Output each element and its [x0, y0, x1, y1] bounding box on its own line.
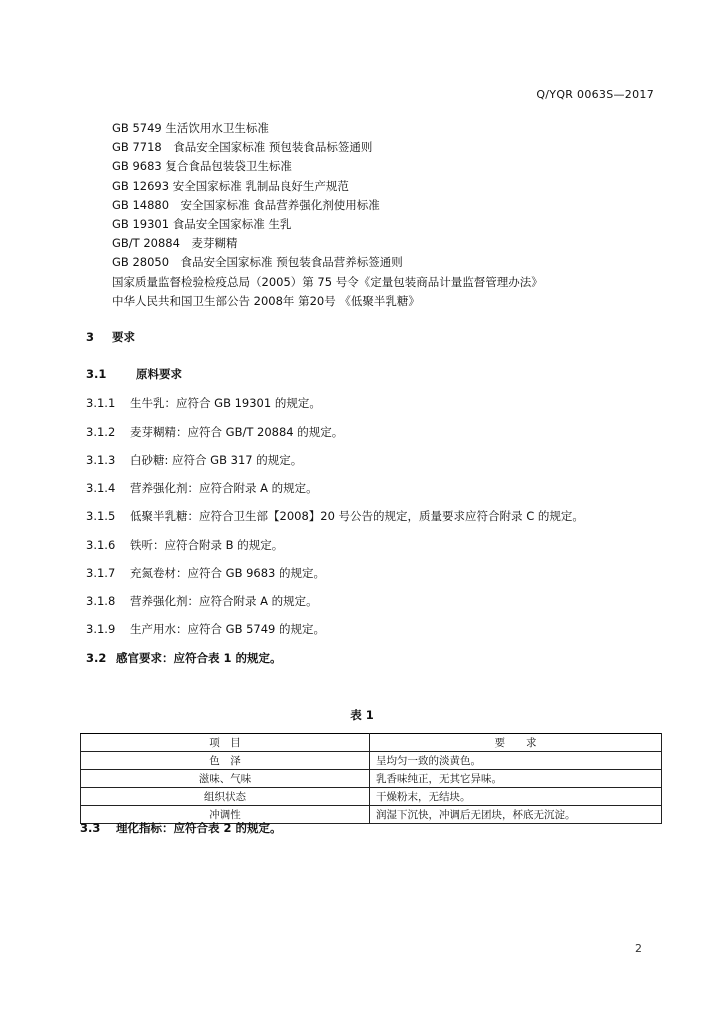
page-number: 2 — [635, 942, 642, 955]
clause-3-1-1 — [86, 395, 321, 411]
table-row — [81, 770, 662, 788]
table-caption: 表 1 — [350, 708, 374, 722]
table-cell-requirement: 呈均匀一致的淡黄色。 — [370, 752, 662, 770]
clause-number: 3.1.3 — [86, 453, 116, 467]
clause-3-1-2 — [86, 424, 343, 440]
clause-number: 3.1.2 — [86, 425, 116, 439]
reference-item: GB/T 20884 麦芽糊精 — [112, 236, 238, 251]
clause-number: 3.1.8 — [86, 594, 116, 608]
section-text: 理化指标：应符合表 2 的规定。 — [116, 821, 282, 835]
reference-item: 国家质量监督检验检疫总局（2005）第 75 号令《定量包装商品计量监督管理办法》 — [112, 274, 543, 289]
section-heading-3-2 — [86, 650, 282, 666]
section-heading-3 — [86, 329, 135, 345]
clause-number: 3.1.4 — [86, 481, 116, 495]
table-cell-requirement: 乳香味纯正，无其它异味。 — [370, 770, 662, 788]
table-cell-requirement: 干燥粉末，无结块。 — [370, 788, 662, 806]
clause-3-1-6 — [86, 537, 283, 553]
clause-text: 生产用水：应符合 GB 5749 的规定。 — [130, 622, 326, 636]
clause-text: 白砂糖: 应符合 GB 317 的规定。 — [130, 453, 303, 467]
reference-item: GB 14880 安全国家标准 食品营养强化剂使用标准 — [112, 197, 380, 212]
clause-number: 3.1.1 — [86, 396, 116, 410]
clause-number: 3.1.6 — [86, 538, 116, 552]
clause-text: 低聚半乳糖：应符合卫生部【2008】20 号公告的规定，质量要求应符合附录 C 的规定。 — [130, 509, 584, 523]
clause-number: 3.1.9 — [86, 622, 116, 636]
table-row — [81, 788, 662, 806]
clause-3-1-4 — [86, 480, 318, 496]
clause-3-1-7 — [86, 565, 325, 581]
table-cell-item: 色 泽 — [81, 752, 370, 770]
table-cell-item: 组织状态 — [81, 788, 370, 806]
clause-text: 充氮卷材：应符合 GB 9683 的规定。 — [130, 566, 326, 580]
clause-text: 麦芽糊精：应符合 GB/T 20884 的规定。 — [130, 425, 344, 439]
clause-number: 3.1.7 — [86, 566, 116, 580]
sensory-requirements-table — [80, 733, 662, 824]
table-cell-item: 滋味、气味 — [81, 770, 370, 788]
section-title: 要求 — [112, 330, 136, 344]
reference-item: GB 5749 生活饮用水卫生标准 — [112, 121, 269, 135]
column-header-requirement: 要 求 — [370, 734, 662, 752]
reference-item: GB 12693 安全国家标准 乳制品良好生产规范 — [112, 178, 349, 193]
section-title: 原料要求 — [136, 367, 183, 381]
table-header-row — [81, 734, 662, 752]
reference-item: GB 7718 食品安全国家标准 预包装食品标签通则 — [112, 140, 373, 155]
section-number: 3.2 — [86, 651, 107, 665]
clause-number: 3.1.5 — [86, 509, 116, 523]
clause-text: 铁听：应符合附录 B 的规定。 — [130, 538, 284, 552]
reference-item: GB 19301 食品安全国家标准 生乳 — [112, 217, 292, 232]
normative-references-list — [112, 119, 543, 311]
clause-text: 营养强化剂：应符合附录 A 的规定。 — [130, 481, 318, 495]
section-number: 3 — [86, 330, 95, 344]
reference-item: GB 9683 复合食品包装袋卫生标准 — [112, 159, 292, 174]
section-heading-3-3 — [80, 820, 282, 836]
section-heading-3-1 — [86, 366, 182, 382]
clause-3-1-3 — [86, 452, 302, 468]
table-row — [81, 752, 662, 770]
document-code: Q/YQR 0063S—2017 — [536, 88, 654, 101]
table-cell-requirement: 润湿下沉快，冲调后无团块，杯底无沉淀。 — [370, 806, 662, 824]
section-number: 3.3 — [80, 821, 101, 835]
reference-item: GB 28050 食品安全国家标准 预包装食品营养标签通则 — [112, 255, 403, 270]
clause-text: 营养强化剂：应符合附录 A 的规定。 — [130, 594, 318, 608]
reference-item: 中华人民共和国卫生部公告 2008年 第20号 《低聚半乳糖》 — [112, 293, 420, 308]
section-text: 感官要求：应符合表 1 的规定。 — [116, 651, 282, 665]
clause-3-1-9 — [86, 621, 325, 637]
column-header-item: 项 目 — [81, 734, 370, 752]
clause-text: 生牛乳：应符合 GB 19301 的规定。 — [130, 396, 321, 410]
table-cell-item: 冲调性 — [81, 806, 370, 824]
clause-3-1-8 — [86, 593, 318, 609]
clause-3-1-5 — [86, 508, 584, 524]
section-number: 3.1 — [86, 367, 107, 381]
